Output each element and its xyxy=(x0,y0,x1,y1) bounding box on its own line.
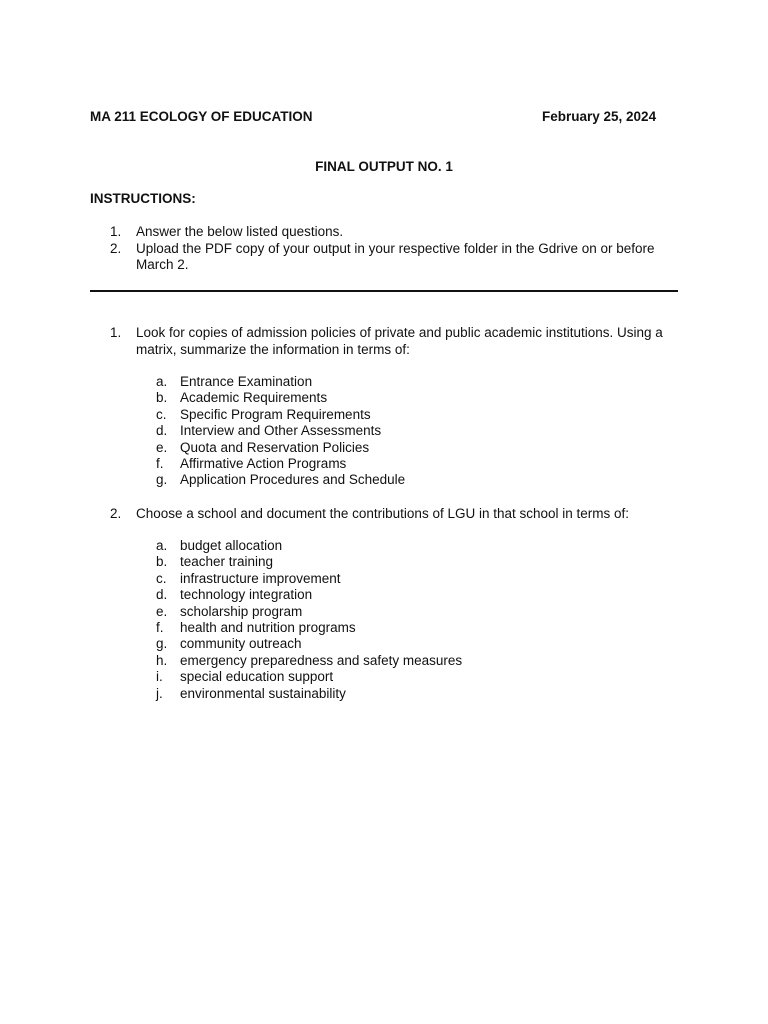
instruction-text: Answer the below listed questions. xyxy=(136,224,344,239)
list-item-text: special education support xyxy=(180,669,334,685)
list-marker: a. xyxy=(156,538,168,553)
list-item-text: budget allocation xyxy=(180,538,283,553)
list-marker: g. xyxy=(156,472,168,488)
list-item xyxy=(156,423,405,439)
instructions-heading: INSTRUCTIONS: xyxy=(90,191,196,206)
list-item-text: community outreach xyxy=(180,636,302,652)
list-item xyxy=(156,440,405,456)
list-marker: f. xyxy=(156,620,164,636)
list-item-text: emergency preparedness and safety measures xyxy=(180,652,463,668)
list-marker: g. xyxy=(156,636,168,652)
question-2-subitems xyxy=(156,538,462,702)
question-text: Choose a school and document the contributions of LGU in that school in terms of: xyxy=(136,506,630,521)
list-item-text: Entrance Examination xyxy=(180,374,313,389)
list-item xyxy=(156,653,462,669)
list-marker: 1. xyxy=(110,224,122,239)
list-item xyxy=(156,686,462,702)
list-item xyxy=(156,374,405,390)
list-item-text: health and nutrition programs xyxy=(180,620,356,636)
list-item xyxy=(156,407,405,423)
instruction-text: Upload the PDF copy of your output in your respective folder in the Gdrive on or before March 2. xyxy=(136,240,655,272)
instruction-item xyxy=(110,224,680,241)
question-2 xyxy=(110,506,680,523)
list-marker: 2. xyxy=(110,506,122,521)
list-item-text: Affirmative Action Programs xyxy=(180,456,347,472)
course-title: MA 211 ECOLOGY OF EDUCATION xyxy=(90,109,313,124)
instructions-list xyxy=(110,224,680,274)
list-item-text: Specific Program Requirements xyxy=(180,406,371,422)
list-marker: i. xyxy=(156,669,163,685)
list-marker: a. xyxy=(156,374,168,389)
list-item-text: scholarship program xyxy=(180,603,303,619)
list-item-text: Quota and Reservation Policies xyxy=(180,439,370,455)
list-item-text: Application Procedures and Schedule xyxy=(180,472,406,488)
list-item xyxy=(156,604,462,620)
list-item xyxy=(156,620,462,636)
question-text: Look for copies of admission policies of private and public academic institutions. Using a matrix, summarize the information in terms of: xyxy=(136,325,663,357)
horizontal-divider xyxy=(90,290,678,292)
list-marker: c. xyxy=(156,570,167,586)
question-item xyxy=(110,506,680,523)
list-marker: c. xyxy=(156,406,167,422)
document-date: February 25, 2024 xyxy=(542,109,657,124)
list-marker: e. xyxy=(156,439,168,455)
list-item xyxy=(156,456,405,472)
question-item xyxy=(110,325,680,358)
list-item-text: infrastructure improvement xyxy=(180,570,341,586)
list-item xyxy=(156,538,462,554)
list-item xyxy=(156,554,462,570)
list-item xyxy=(156,472,405,488)
list-marker: b. xyxy=(156,554,168,570)
output-title: FINAL OUTPUT NO. 1 xyxy=(315,159,453,174)
list-marker: f. xyxy=(156,456,164,472)
question-1-subitems xyxy=(156,374,405,489)
list-marker: 2. xyxy=(110,240,122,256)
list-item-text: Academic Requirements xyxy=(180,390,328,406)
question-1 xyxy=(110,325,680,358)
list-item xyxy=(156,669,462,685)
list-marker: d. xyxy=(156,587,168,603)
list-marker: d. xyxy=(156,423,168,439)
list-item xyxy=(156,571,462,587)
instruction-item xyxy=(110,241,680,274)
list-item xyxy=(156,390,405,406)
list-marker: j. xyxy=(156,685,163,701)
list-item-text: teacher training xyxy=(180,554,274,570)
list-marker: b. xyxy=(156,390,168,406)
list-marker: e. xyxy=(156,603,168,619)
list-marker: h. xyxy=(156,652,168,668)
list-marker: 1. xyxy=(110,325,122,340)
list-item xyxy=(156,636,462,652)
list-item-text: Interview and Other Assessments xyxy=(180,423,382,439)
list-item-text: environmental sustainability xyxy=(180,685,346,701)
list-item-text: technology integration xyxy=(180,587,313,603)
list-item xyxy=(156,587,462,603)
